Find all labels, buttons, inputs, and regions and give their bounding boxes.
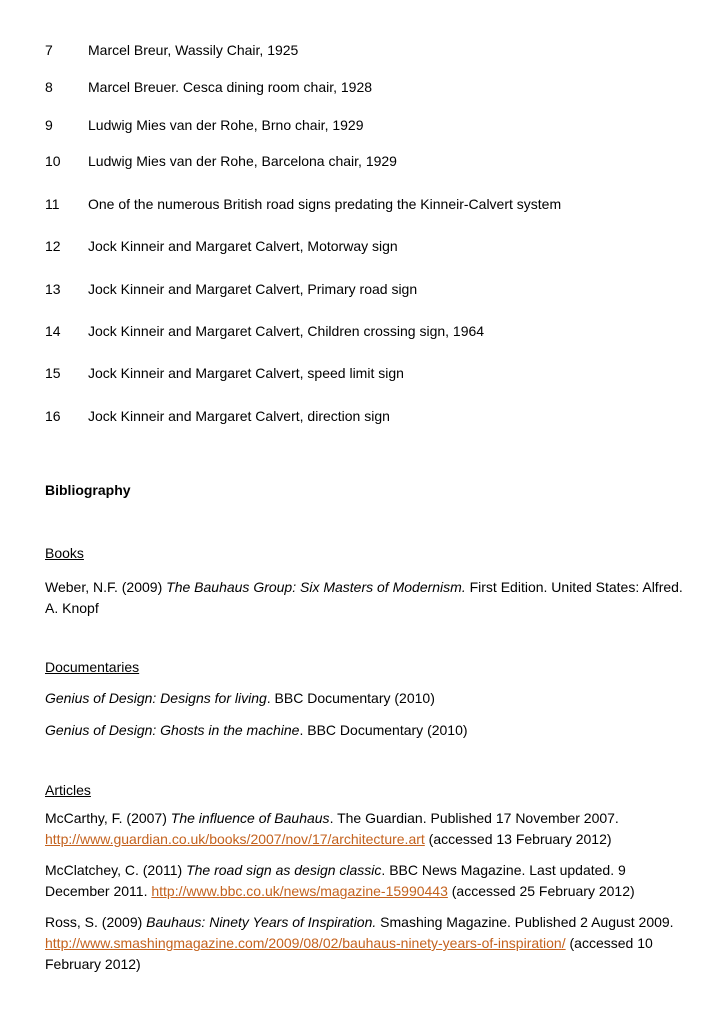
reference-author: McClatchey, C. (2011) (45, 862, 187, 878)
reference-details: First Edition. United States: Alfred. A. Knopf (45, 579, 683, 616)
figure-number: 9 (45, 117, 53, 133)
article-reference (45, 860, 685, 902)
figure-caption: One of the numerous British road signs predating the Kinneir-Calvert system (88, 196, 562, 212)
figure-number: 7 (45, 42, 53, 58)
figure-list-item (45, 40, 685, 60)
documentary-reference (45, 688, 685, 709)
reference-details: . The Guardian. Published 17 November 2007. (329, 810, 619, 826)
figure-caption: Jock Kinneir and Margaret Calvert, Children crossing sign, 1964 (88, 323, 485, 339)
documentary-reference (45, 720, 685, 741)
figure-list-item (45, 236, 685, 256)
reference-author: Weber, N.F. (2009) (45, 579, 167, 595)
articles-heading: Articles (45, 782, 91, 798)
article-reference (45, 808, 685, 850)
reference-title: The road sign as design classic (186, 862, 382, 878)
reference-details: Smashing Magazine. Published 2 August 2009. (376, 914, 674, 930)
reference-accessed: (accessed 10 February 2012) (45, 935, 653, 972)
figure-caption: Ludwig Mies van der Rohe, Brno chair, 1929 (88, 117, 364, 133)
figure-caption: Ludwig Mies van der Rohe, Barcelona chair, 1929 (88, 153, 397, 169)
reference-title: Bauhaus: Ninety Years of Inspiration. (146, 914, 377, 930)
figure-list-item (45, 321, 685, 341)
books-heading: Books (45, 545, 84, 561)
reference-title: Genius of Design: Designs for living (45, 690, 267, 706)
figure-caption: Marcel Breur, Wassily Chair, 1925 (88, 42, 299, 58)
figure-number: 10 (45, 153, 61, 169)
reference-accessed: (accessed 25 February 2012) (447, 883, 635, 899)
figure-list-item (45, 406, 685, 426)
reference-details: . BBC Documentary (2010) (266, 690, 435, 706)
figure-list-item (45, 279, 685, 299)
figure-number: 8 (45, 79, 53, 95)
figure-list-item (45, 115, 685, 135)
figure-caption: Jock Kinneir and Margaret Calvert, direction sign (88, 408, 390, 424)
reference-title: Genius of Design: Ghosts in the machine (45, 722, 300, 738)
bibliography-heading: Bibliography (45, 482, 131, 498)
book-reference (45, 577, 685, 619)
reference-details: . BBC Documentary (2010) (299, 722, 468, 738)
figure-number: 14 (45, 323, 61, 339)
figure-list-item (45, 194, 685, 214)
figure-number: 12 (45, 238, 61, 254)
reference-link[interactable]: http://www.smashingmagazine.com/2009/08/02/bauhaus-ninety-years-of-inspiration/ (45, 935, 566, 951)
reference-author: Ross, S. (2009) (45, 914, 147, 930)
documentaries-heading: Documentaries (45, 659, 140, 675)
figure-caption: Jock Kinneir and Margaret Calvert, speed limit sign (88, 365, 404, 381)
figure-number: 13 (45, 281, 61, 297)
figure-number: 16 (45, 408, 61, 424)
reference-title: The influence of Bauhaus (170, 810, 330, 826)
article-reference (45, 912, 685, 975)
figure-list-item (45, 363, 685, 383)
reference-title: The Bauhaus Group: Six Masters of Modernism. (166, 579, 466, 595)
figure-number: 11 (45, 196, 60, 212)
reference-accessed: (accessed 13 February 2012) (424, 831, 612, 847)
figure-list-item (45, 151, 685, 171)
reference-link[interactable]: http://www.bbc.co.uk/news/magazine-15990443 (151, 883, 448, 899)
figure-caption: Jock Kinneir and Margaret Calvert, Primary road sign (88, 281, 418, 297)
figure-number: 15 (45, 365, 61, 381)
figure-caption: Marcel Breuer. Cesca dining room chair, 1928 (88, 79, 373, 95)
figure-list-item (45, 77, 685, 97)
reference-link[interactable]: http://www.guardian.co.uk/books/2007/nov/17/architecture.art (45, 831, 425, 847)
reference-author: McCarthy, F. (2007) (45, 810, 171, 826)
reference-details: . BBC News Magazine. Last updated. 9 December 2011. (45, 862, 626, 899)
figure-caption: Jock Kinneir and Margaret Calvert, Motorway sign (88, 238, 398, 254)
